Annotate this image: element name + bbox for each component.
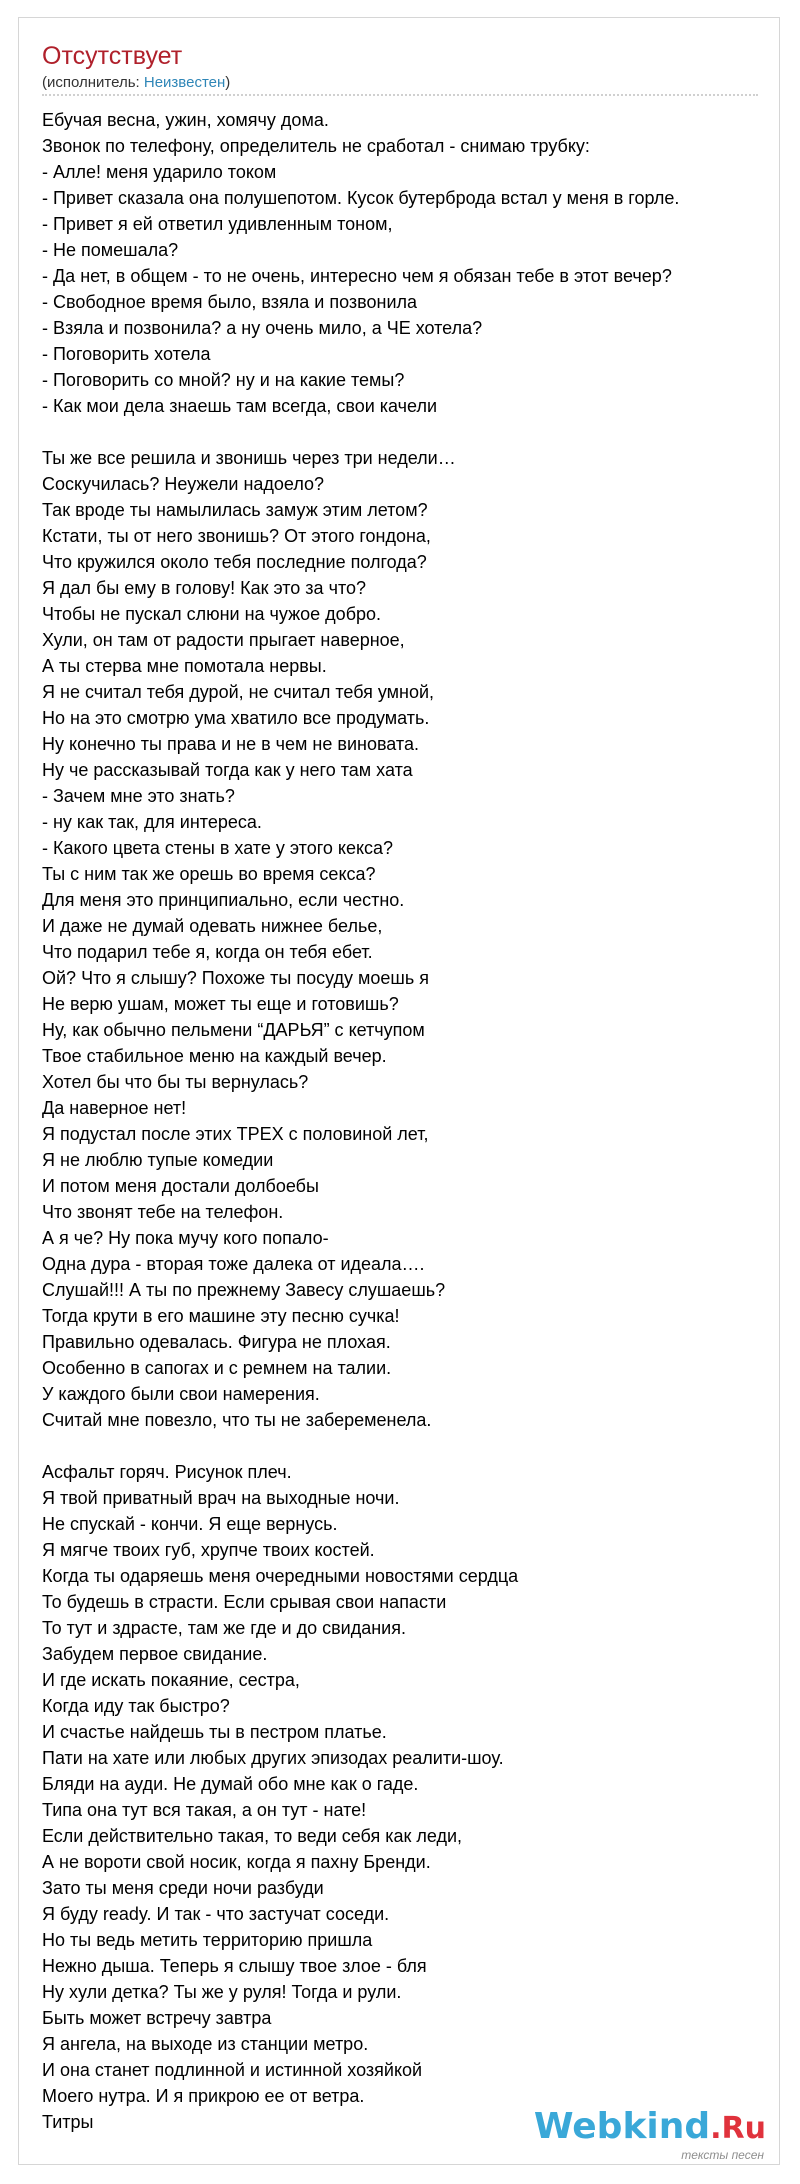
lyric-line: У каждого были свои намерения.: [42, 1384, 320, 1404]
lyric-line: А ты стерва мне помотала нервы.: [42, 656, 327, 676]
lyric-line: - Свободное время было, взяла и позвонила: [42, 292, 418, 312]
lyric-line: Считай мне повезло, что ты не забеременела.: [42, 1410, 432, 1430]
lyric-line: Я дал бы ему в голову! Как это за что?: [42, 578, 367, 598]
lyric-line: Если действительно такая, то веди себя как леди,: [42, 1826, 463, 1846]
lyric-line: - Какого цвета стены в хате у этого кекса?: [42, 838, 394, 858]
lyric-line: И она станет подлинной и истинной хозяйкой: [42, 2060, 423, 2080]
lyric-line: Тогда крути в его машине эту песню сучка!: [42, 1306, 400, 1326]
lyric-line: Когда ты одаряешь меня очередными новостями сердца: [42, 1566, 519, 1586]
lyric-line: Я буду ready. И так - что застучат соседи.: [42, 1904, 390, 1924]
lyric-line: - Поговорить хотела: [42, 344, 211, 364]
lyric-line: - ну как так, для интереса.: [42, 812, 262, 832]
lyric-line: Ну че рассказывай тогда как у него там хата: [42, 760, 413, 780]
lyric-line: Нежно дыша. Теперь я слышу твое злое - бля: [42, 1956, 427, 1976]
lyric-line: Когда иду так быстро?: [42, 1696, 230, 1716]
lyric-line: То тут и здрасте, там же где и до свидания.: [42, 1618, 406, 1638]
lyric-line: - Не помешала?: [42, 240, 179, 260]
lyric-line: Что кружился около тебя последние полгода?: [42, 552, 427, 572]
lyric-line: Бляди на ауди. Не думай обо мне как о гаде.: [42, 1774, 419, 1794]
lyric-line: Не верю ушам, может ты еще и готовишь?: [42, 994, 399, 1014]
lyric-line: Ну конечно ты права и не в чем не виновата.: [42, 734, 419, 754]
lyric-line: - Привет сказала она полушепотом. Кусок бутерброда встал у меня в горле.: [42, 188, 680, 208]
lyric-line: - Поговорить со мной? ну и на какие темы?: [42, 370, 405, 390]
lyric-line: Я ангела, на выходе из станции метро.: [42, 2034, 369, 2054]
lyric-line: Ты же все решила и звонишь через три недели…: [42, 448, 456, 468]
logo-wordmark: [534, 2106, 766, 2150]
lyric-line: Я не считал тебя дурой, не считал тебя умной,: [42, 682, 435, 702]
logo-tagline: тексты песен: [681, 2148, 764, 2162]
lyric-line: Но на это смотрю ума хватило все продумать.: [42, 708, 430, 728]
lyric-line: Что подарил тебе я, когда он тебя ебет.: [42, 942, 373, 962]
lyric-line: Звонок по телефону, определитель не сработал - снимаю трубку:: [42, 136, 590, 156]
lyric-line: Соскучилась? Неужели надоело?: [42, 474, 325, 494]
lyric-line: А не вороти свой носик, когда я пахну Бренди.: [42, 1852, 431, 1872]
lyrics-body: [42, 107, 762, 2161]
lyric-line: Чтобы не пускал слюни на чужое добро.: [42, 604, 382, 624]
song-title: Отсутствует: [42, 42, 183, 70]
lyric-line: Ой? Что я слышу? Похоже ты посуду моешь я: [42, 968, 429, 988]
lyric-line: Для меня это принципиально, если честно.: [42, 890, 405, 910]
lyric-line: - Да нет, в общем - то не очень, интересно чем я обязан тебе в этот вечер?: [42, 266, 672, 286]
artist-link[interactable]: Неизвестен: [143, 74, 226, 91]
lyric-line: Ебучая весна, ужин, хомячу дома.: [42, 110, 329, 130]
lyric-line: Титры: [42, 2112, 94, 2132]
site-logo[interactable]: [533, 2106, 774, 2162]
lyric-line: Слушай!!! А ты по прежнему Завесу слушаешь?: [42, 1280, 446, 1300]
lyric-line: - Зачем мне это знать?: [42, 786, 235, 806]
lyric-line: И счастье найдешь ты в пестром платье.: [42, 1722, 387, 1742]
lyric-line: Я мягче твоих губ, хрупче твоих костей.: [42, 1540, 375, 1560]
logo-name-part1: Webkind: [533, 2106, 711, 2147]
lyric-line: Ну, как обычно пельмени “ДАРЬЯ” с кетчупом: [42, 1020, 425, 1040]
lyric-line: Твое стабильное меню на каждый вечер.: [42, 1046, 387, 1066]
lyric-line: - Взяла и позвонила? а ну очень мило, а ЧЕ хотела?: [42, 318, 483, 338]
lyric-line: Я твой приватный врач на выходные ночи.: [42, 1488, 400, 1508]
lyric-line: - Как мои дела знаешь там всегда, свои качели: [42, 396, 438, 416]
lyric-line: Быть может встречу завтра: [42, 2008, 272, 2028]
lyric-line: Зато ты меня среди ночи разбуди: [42, 1878, 324, 1898]
lyric-line: Ты с ним так же орешь во время секса?: [42, 864, 376, 884]
lyric-line: Моего нутра. И я прикрою ее от ветра.: [42, 2086, 365, 2106]
lyric-line: Кстати, ты от него звонишь? От этого гондона,: [42, 526, 431, 546]
lyric-line: Особенно в сапогах и с ремнем на талии.: [42, 1358, 392, 1378]
lyric-line: И даже не думай одевать нижнее белье,: [42, 916, 383, 936]
lyric-line: - Алле! меня ударило током: [42, 162, 277, 182]
lyric-line: То будешь в страсти. Если срывая свои напасти: [42, 1592, 447, 1612]
lyric-line: Типа она тут вся такая, а он тут - нате!: [42, 1800, 367, 1820]
title-divider: [42, 94, 758, 96]
lyric-line: Ну хули детка? Ты же у руля! Тогда и рули.: [42, 1982, 402, 2002]
lyric-line: Но ты ведь метить территорию пришла: [42, 1930, 373, 1950]
lyric-line: И потом меня достали долбоебы: [42, 1176, 319, 1196]
artist-prefix: (исполнитель:: [42, 74, 144, 91]
lyric-line: Так вроде ты намылилась замуж этим летом?: [42, 500, 428, 520]
lyric-line: Правильно одевалась. Фигура не плохая.: [42, 1332, 391, 1352]
artist-line: [42, 74, 230, 92]
lyric-line: Не спускай - кончи. Я еще вернусь.: [42, 1514, 338, 1534]
lyric-line: Я не люблю тупые комедии: [42, 1150, 274, 1170]
lyric-line: Асфальт горяч. Рисунок плеч.: [42, 1462, 292, 1482]
lyric-line: Что звонят тебе на телефон.: [42, 1202, 284, 1222]
logo-name-part2: .Ru: [710, 2111, 766, 2146]
lyrics-stanza-2: [42, 445, 762, 1433]
lyric-line: Пати на хате или любых других эпизодах реалити-шоу.: [42, 1748, 504, 1768]
lyric-line: Одна дура - вторая тоже далека от идеала….: [42, 1254, 425, 1274]
lyric-line: - Привет я ей ответил удивленным тоном,: [42, 214, 393, 234]
artist-suffix: ): [225, 74, 231, 91]
lyric-line: Хотел бы что бы ты вернулась?: [42, 1072, 309, 1092]
lyric-line: Забудем первое свидание.: [42, 1644, 268, 1664]
lyrics-stanza-3: [42, 1459, 762, 2135]
lyric-line: Я подустал после этих ТРЕХ с половиной лет,: [42, 1124, 429, 1144]
lyrics-stanza-1: [42, 107, 762, 419]
lyric-line: Да наверное нет!: [42, 1098, 187, 1118]
lyric-line: Хули, он там от радости прыгает наверное,: [42, 630, 405, 650]
lyric-line: И где искать покаяние, сестра,: [42, 1670, 300, 1690]
lyric-line: А я че? Ну пока мучу кого попало-: [42, 1228, 329, 1248]
